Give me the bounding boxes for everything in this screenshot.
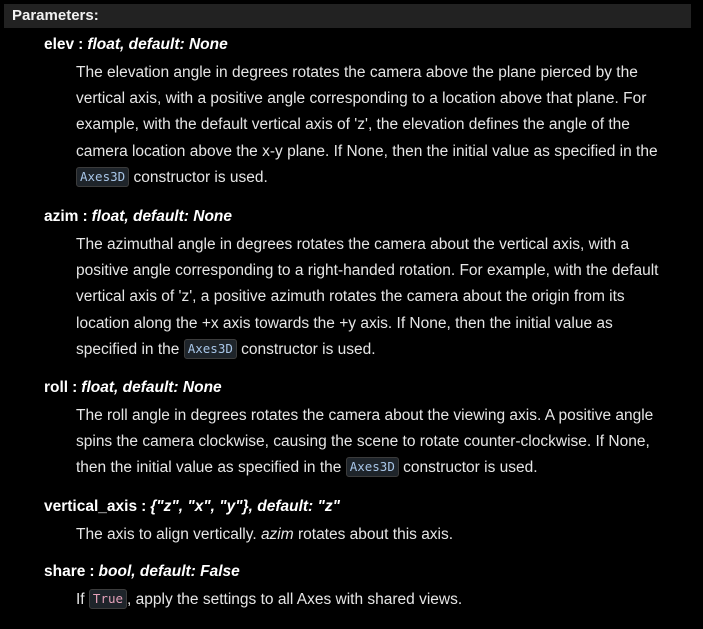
param-colon: : xyxy=(141,498,147,515)
param-type: float, default: None xyxy=(87,36,228,53)
description-line: The azimuthal angle in degrees rotates the camera about the vertical axis, with a xyxy=(76,236,630,253)
description-text: rotates about this axis. xyxy=(293,526,454,543)
param-signature xyxy=(44,377,695,399)
code-literal-axes3d[interactable]: Axes3D xyxy=(76,167,129,187)
param-description xyxy=(76,232,688,363)
param-vertical-axis xyxy=(44,496,695,548)
description-line xyxy=(76,165,688,191)
emphasis-azim: azim xyxy=(260,526,294,543)
description-line: vertical axis of 'z', a positive azimuth rotates the camera about the origin from its xyxy=(76,288,625,306)
description-text: specified in the xyxy=(76,340,184,358)
description-line: location along the +x axis towards the +y axis. If None, then the initial value as xyxy=(76,314,613,332)
param-colon: : xyxy=(78,36,84,53)
param-description xyxy=(76,403,688,482)
param-name: vertical_axis xyxy=(44,498,138,515)
param-description xyxy=(76,587,688,613)
description-line xyxy=(76,522,688,548)
param-colon: : xyxy=(82,208,88,225)
param-type: float, default: None xyxy=(81,379,222,396)
param-name: roll xyxy=(44,379,69,396)
param-type: {"z", "x", "y"}, default: "z" xyxy=(150,498,340,515)
description-text: then the initial value as specified in the xyxy=(76,459,346,477)
param-description xyxy=(76,522,688,548)
param-colon: : xyxy=(72,379,78,396)
description-line: positive angle corresponding to a right-handed rotation. For example, with the default xyxy=(76,262,659,280)
code-literal-axes3d[interactable]: Axes3D xyxy=(346,457,399,477)
description-line: spins the camera clockwise, causing the scene to rotate counter-clockwise. If None, xyxy=(76,433,650,451)
param-name: share xyxy=(44,563,86,580)
param-signature xyxy=(44,206,695,228)
code-literal-true: True xyxy=(89,589,127,609)
param-roll xyxy=(44,377,695,482)
description-text: constructor is used. xyxy=(236,340,376,358)
param-name: elev xyxy=(44,36,75,53)
description-text: constructor is used. xyxy=(129,168,268,186)
param-type: bool, default: False xyxy=(98,563,240,580)
description-line: The roll angle in degrees rotates the camera about the viewing axis. A positive angle xyxy=(76,407,654,424)
parameters-title: Parameters: xyxy=(12,7,99,24)
description-text: , apply the settings to all Axes with shared views. xyxy=(127,591,463,608)
description-line xyxy=(76,587,688,613)
description-line: camera location above the x-y plane. If None, then the initial value as specified in the xyxy=(76,142,658,160)
param-colon: : xyxy=(89,563,95,580)
param-azim xyxy=(44,206,695,363)
param-description xyxy=(76,60,688,191)
param-share xyxy=(44,561,695,613)
description-line: The elevation angle in degrees rotates the camera above the plane pierced by the xyxy=(76,64,638,81)
description-line: example, with the default vertical axis of 'z', the elevation defines the angle of the xyxy=(76,116,630,134)
description-text: The axis to align vertically. xyxy=(76,526,261,543)
parameters-header xyxy=(4,4,691,28)
param-signature xyxy=(44,496,695,518)
description-line: vertical axis, with a positive angle corresponding to a location above that plane. For xyxy=(76,90,647,108)
param-name: azim xyxy=(44,208,79,225)
param-signature xyxy=(44,34,695,56)
param-elev xyxy=(44,34,695,191)
description-line xyxy=(76,337,688,363)
code-literal-axes3d[interactable]: Axes3D xyxy=(184,339,237,359)
param-signature xyxy=(44,561,695,583)
description-text: constructor is used. xyxy=(398,459,538,477)
param-type: float, default: None xyxy=(91,208,232,225)
description-text: If xyxy=(76,591,89,608)
description-line xyxy=(76,455,688,481)
